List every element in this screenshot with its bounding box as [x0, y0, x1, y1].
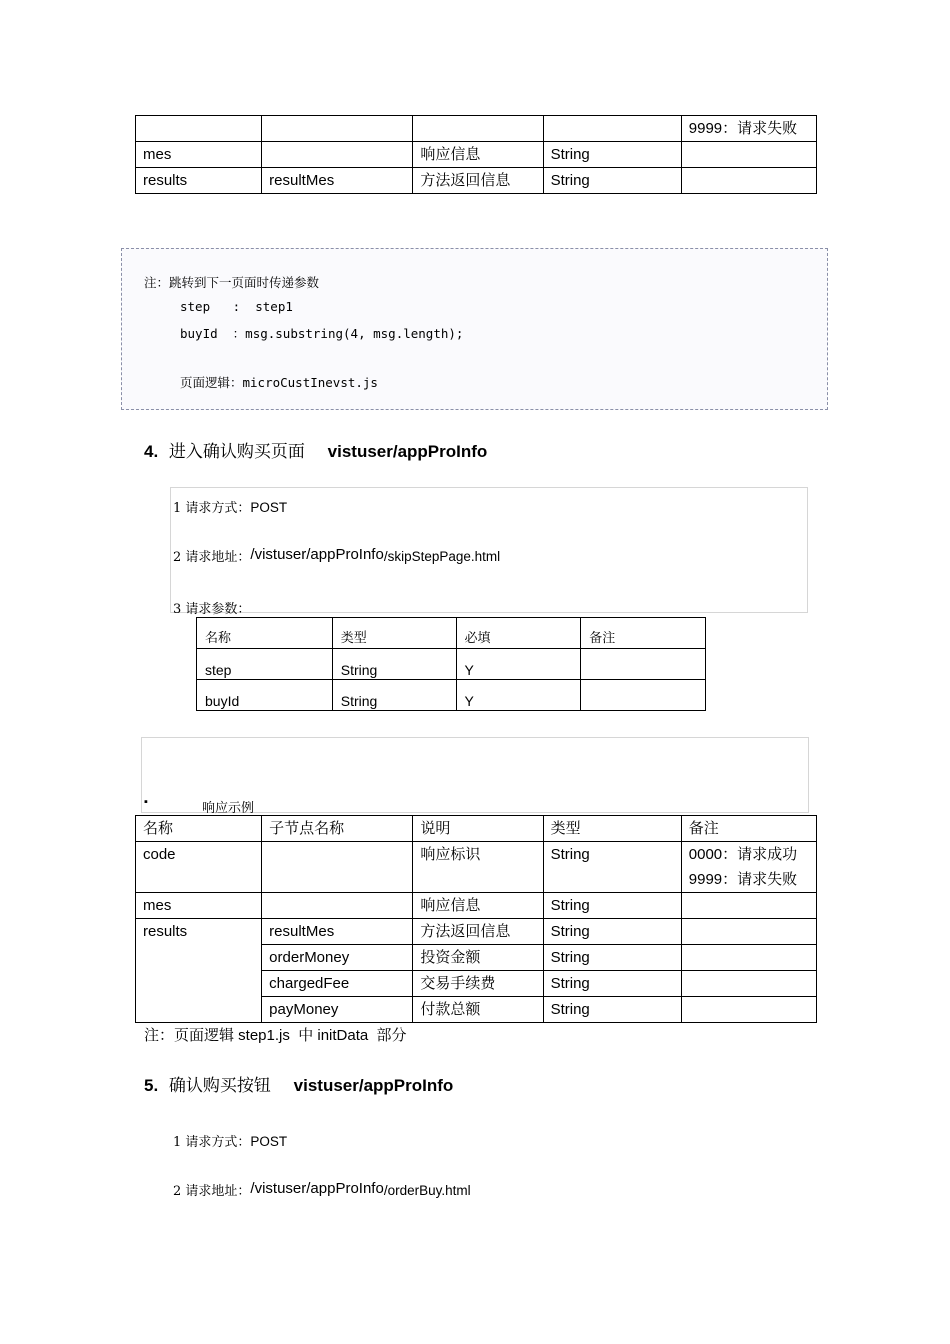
- table-header-row: [197, 618, 706, 649]
- section-4-heading: [144, 437, 487, 462]
- table-cell: 响应信息: [413, 142, 543, 168]
- request-method-value: POST: [250, 500, 288, 515]
- section-number: 5.: [144, 1076, 159, 1095]
- note-step-param: step : step1: [180, 299, 293, 314]
- table-cell: resultMes: [262, 168, 413, 194]
- section-number: 4.: [144, 442, 159, 461]
- table-cell: [681, 142, 816, 168]
- table-cell: 响应标识: [413, 842, 543, 893]
- request-method: [173, 1131, 287, 1150]
- table-cell: mes: [136, 893, 262, 919]
- section-path: vistuser/appProInfo: [327, 442, 488, 461]
- note-buyid-param: buyId ：msg.substring(4, msg.length);: [180, 326, 464, 341]
- response-example-label: 响应示例: [202, 801, 255, 816]
- table-cell: [681, 919, 816, 945]
- table-cell: 方法返回信息: [413, 919, 543, 945]
- table-cell: results: [136, 168, 262, 194]
- request-method-value: POST: [250, 1134, 288, 1149]
- request-url-label: 2 请求地址：: [173, 550, 251, 565]
- request-params-label: [173, 598, 250, 617]
- table-cell: String: [543, 842, 681, 893]
- section-title: 进入确认购买页面: [168, 442, 305, 462]
- table-cell: 交易手续费: [413, 971, 543, 997]
- table-cell: [262, 842, 413, 893]
- request-method-label: 1 请求方式：: [173, 501, 251, 516]
- request-url-path: /vistuser/appProInfo: [250, 1180, 384, 1197]
- table-cell: 付款总额: [413, 997, 543, 1023]
- table-cell: chargedFee: [262, 971, 413, 997]
- table-cell: String: [543, 945, 681, 971]
- table-cell: [681, 842, 816, 893]
- table-cell: [681, 997, 816, 1023]
- response-table: [135, 815, 817, 1023]
- table-cell: 投资金额: [413, 945, 543, 971]
- table-cell: String: [543, 997, 681, 1023]
- table-cell: Y: [456, 649, 581, 680]
- note-success: 0000：请求成功: [688, 846, 798, 863]
- table-cell: [262, 142, 413, 168]
- response-table-continued: [135, 115, 817, 194]
- table-cell: [262, 116, 413, 142]
- bullet-icon: ▪: [144, 796, 148, 808]
- table-row: [136, 168, 817, 194]
- table-cell: String: [543, 971, 681, 997]
- table-cell: String: [543, 142, 681, 168]
- footnote: 注：页面逻辑 step1.js 中 initData 部分: [144, 1027, 407, 1044]
- table-cell: results: [136, 919, 262, 1023]
- request-url: [173, 546, 500, 565]
- table-row: [136, 919, 817, 945]
- table-cell: 9999：请求失败: [681, 116, 816, 142]
- request-url-label: 2 请求地址：: [173, 1184, 251, 1199]
- table-cell: [543, 116, 681, 142]
- table-header-cell: 备注: [581, 618, 706, 649]
- request-method-label: 1 请求方式：: [173, 1135, 251, 1150]
- note-title: 注：跳转到下一页面时传递参数: [144, 275, 320, 290]
- request-url-file: /orderBuy.html: [383, 1183, 471, 1198]
- table-cell: orderMoney: [262, 945, 413, 971]
- table-cell: [136, 116, 262, 142]
- table-row: [136, 842, 817, 893]
- table-cell: [262, 893, 413, 919]
- table-cell: [681, 893, 816, 919]
- table-cell: String: [543, 919, 681, 945]
- table-header-cell: 说明: [413, 816, 543, 842]
- section-path: vistuser/appProInfo: [293, 1076, 454, 1095]
- table-cell: [681, 168, 816, 194]
- request-params-text: 3 请求参数：: [173, 602, 251, 617]
- table-cell: code: [136, 842, 262, 893]
- table-cell: String: [543, 168, 681, 194]
- table-row: [136, 142, 817, 168]
- table-cell: String: [543, 893, 681, 919]
- note-failure: 9999：请求失败: [688, 871, 798, 888]
- section-title: 确认购买按钮: [168, 1076, 271, 1096]
- request-method: [173, 497, 287, 516]
- param-table: [196, 617, 706, 711]
- table-header-cell: 名称: [197, 618, 333, 649]
- table-cell: payMoney: [262, 997, 413, 1023]
- table-cell: resultMes: [262, 919, 413, 945]
- table-header-cell: 名称: [136, 816, 262, 842]
- table-header-cell: 子节点名称: [262, 816, 413, 842]
- table-cell: step: [197, 649, 333, 680]
- table-cell: [581, 680, 706, 711]
- table-cell: String: [332, 649, 456, 680]
- table-cell: 方法返回信息: [413, 168, 543, 194]
- table-header-cell: 必填: [456, 618, 581, 649]
- request-url: [173, 1180, 471, 1199]
- table-row: [136, 116, 817, 142]
- table-header-cell: 类型: [332, 618, 456, 649]
- table-cell: 响应信息: [413, 893, 543, 919]
- table-cell: [681, 971, 816, 997]
- table-cell: mes: [136, 142, 262, 168]
- table-row: [197, 649, 706, 680]
- table-cell: [681, 945, 816, 971]
- table-cell: Y: [456, 680, 581, 711]
- note-page-logic: 页面逻辑：microCustInevst.js: [180, 375, 378, 390]
- table-row: [136, 893, 817, 919]
- request-url-path: /vistuser/appProInfo: [250, 546, 384, 563]
- table-header-cell: 类型: [543, 816, 681, 842]
- table-cell: buyId: [197, 680, 333, 711]
- code-note-box: [121, 248, 828, 410]
- table-header-cell: 备注: [681, 816, 816, 842]
- table-cell: [581, 649, 706, 680]
- request-url-file: /skipStepPage.html: [383, 549, 501, 564]
- section-5-heading: [144, 1071, 453, 1096]
- table-cell: String: [332, 680, 456, 711]
- table-cell: [413, 116, 543, 142]
- table-header-row: [136, 816, 817, 842]
- table-row: [197, 680, 706, 711]
